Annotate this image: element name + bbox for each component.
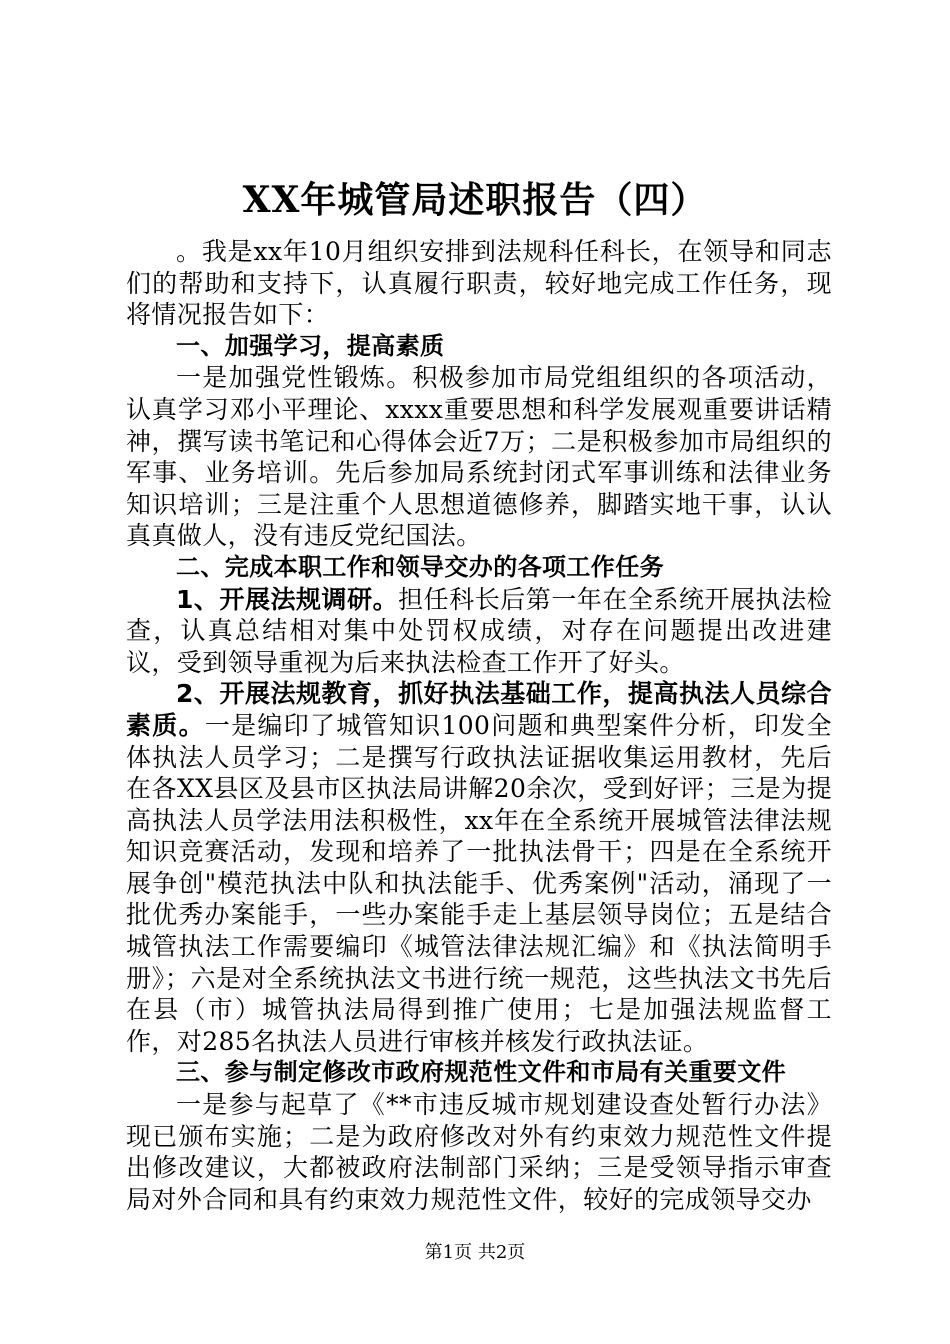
section-1-heading: 一、加强学习，提高素质 bbox=[176, 331, 445, 360]
item-1-paragraph bbox=[126, 584, 832, 679]
item-1-body: 担任科长后第一年在全系统开展执法检查，认真总结相对集中处罚权成绩，对存在问题提出改进建议，受到领导重视为后来执法检查工作开了好头。 bbox=[126, 584, 832, 677]
intro-paragraph: 。我是xx年10月组织安排到法规科任科长，在领导和同志们的帮助和支持下，认真履行职责，较好地完成工作任务，现将情况报告如下： bbox=[126, 237, 832, 330]
document-title: XX年城管局述职报告（四） bbox=[242, 179, 708, 221]
section-1-paragraph: 一是加强党性锻炼。积极参加市局党组组织的各项活动，认真学习邓小平理论、xxxx重要思想和科学发展观重要讲话精神，撰写读书笔记和心得体会近7万；二是积极参加市局组织的军事、业务培训。先后参加局系统封闭式军事训练和法律业务知识培训；三是注重个人思想道德修养，脚踏实地干事，认认真真做人，没有违反党纪国法。 bbox=[126, 363, 832, 551]
item-2-paragraph bbox=[126, 678, 832, 1057]
item-1-lead: 1、开展法规调研。 bbox=[176, 584, 399, 614]
document-body bbox=[126, 236, 832, 1215]
item-2-lead: 2、开展法规教育，抓好执法基础工作，提高执法人员综合素质。 bbox=[126, 679, 832, 740]
item-2-body: 一是编印了城管知识100问题和典型案件分析，印发全体执法人员学习；二是撰写行政执法证据收集运用教材，先后在各XX县区及县市区执法局讲解20余次，受到好评；三是为提高执法人员学法用法积极性，xx年在全系统开展城管法律法规知识竞赛活动，发现和培养了一批执法骨干；四是在全系统开展争创"模范执法中队和执法能手、优秀案例"活动，涌现了一批优秀办案能手，一些办案能手走上基层领导岗位；五是结合城管执法工作需要编印《城管法律法规汇编》和《执法简明手册》；六是对全系统执法文书进行统一规范，这些执法文书先后在县（市）城管执法局得到推广使用；七是加强法规监督工作，对285名执法人员进行审核并核发行政执法证。 bbox=[126, 710, 832, 1056]
section-3-heading: 三、参与制定修改市政府规范性文件和市局有关重要文件 bbox=[176, 1058, 786, 1087]
section-2-heading: 二、完成本职工作和领导交办的各项工作任务 bbox=[176, 552, 664, 581]
section-3-paragraph: 一是参与起草了《**市违反城市规划建设查处暂行办法》现已颁布实施；二是为政府修改对外有约束效力规范性文件提出修改建议，大都被政府法制部门采纳；三是受领导指示审查局对外合同和具有约束效力规范性文件，较好的完成领导交办 bbox=[126, 1090, 832, 1214]
page-footer: 第1页 共2页 bbox=[424, 1242, 526, 1263]
